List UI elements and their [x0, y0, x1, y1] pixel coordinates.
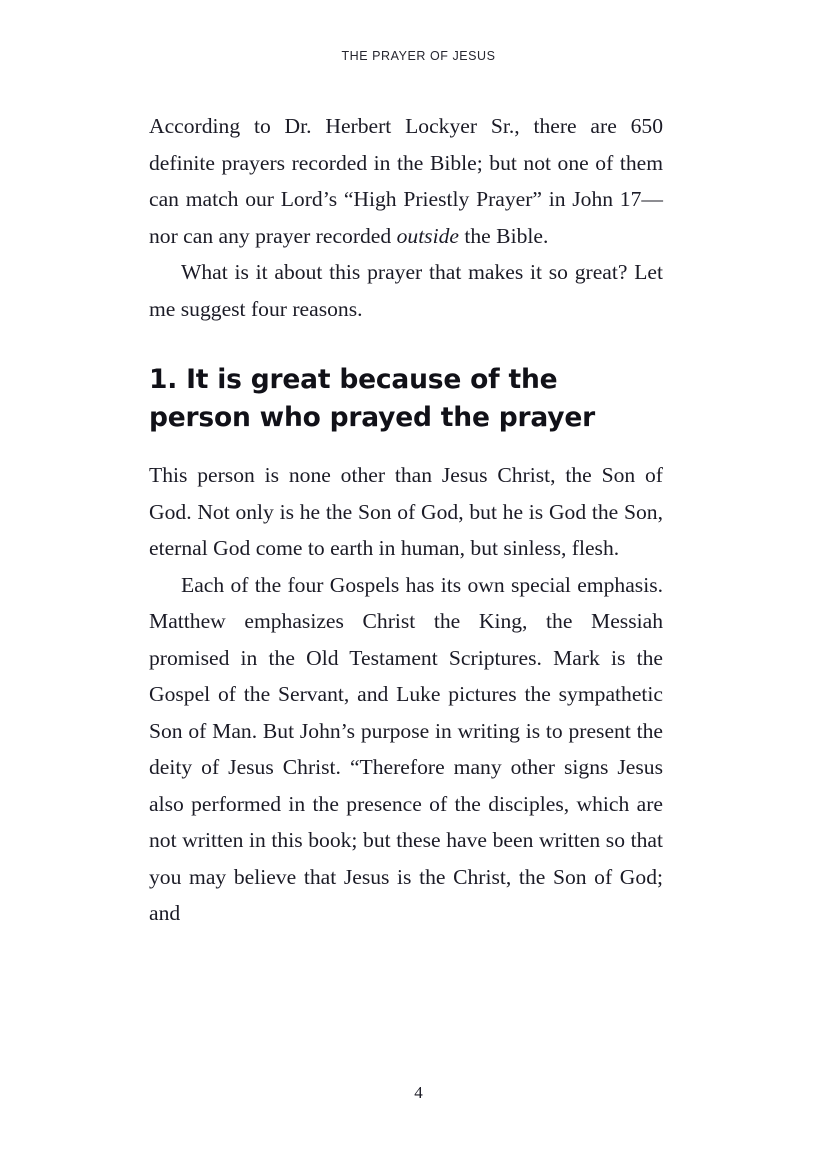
- paragraph-opening-text-part-1: According to Dr. Herbert Lockyer Sr., there are 650 definite prayers recorded in the Bible; but not one of them can match our Lord’s “High Priestly Prayer” in John 17—nor can any prayer recorded: [149, 114, 663, 248]
- paragraph-person: This person is none other than Jesus Christ, the Son of God. Not only is he the Son of God, but he is God the Son, eternal God come to earth in human, but sinless, flesh.: [149, 463, 663, 560]
- emphasis-outside: outside: [396, 223, 459, 248]
- spacer-below-heading: [149, 437, 663, 457]
- paragraph-gospels: Each of the four Gospels has its own special emphasis. Matthew emphasizes Christ the King, the Messiah promised in the Old Testament Scriptures. Mark is the Gospel of the Servant, and Luke pictures the sympathetic Son of Man. But John’s purpose in writing is to present the deity of Jesus Christ. “Therefore many other signs Jesus also performed in the presence of the disciples, which are not written in this book; but these have been written so that you may believe that Jesus is the Christ, the Son of God; and: [149, 572, 663, 925]
- paragraph-opening: [149, 108, 663, 254]
- page-number: 4: [414, 1083, 423, 1102]
- section-heading-1: 1. It is great because of the person who prayed the prayer: [149, 364, 595, 433]
- running-head: THE PRAYER OF JESUS: [341, 49, 496, 63]
- paragraph-question: What is it about this prayer that makes it so great? Let me suggest four reasons.: [149, 260, 663, 321]
- paragraph-opening-text-part-2: the Bible.: [458, 223, 549, 248]
- text-column: [149, 108, 663, 968]
- spacer-above-heading: [149, 327, 663, 361]
